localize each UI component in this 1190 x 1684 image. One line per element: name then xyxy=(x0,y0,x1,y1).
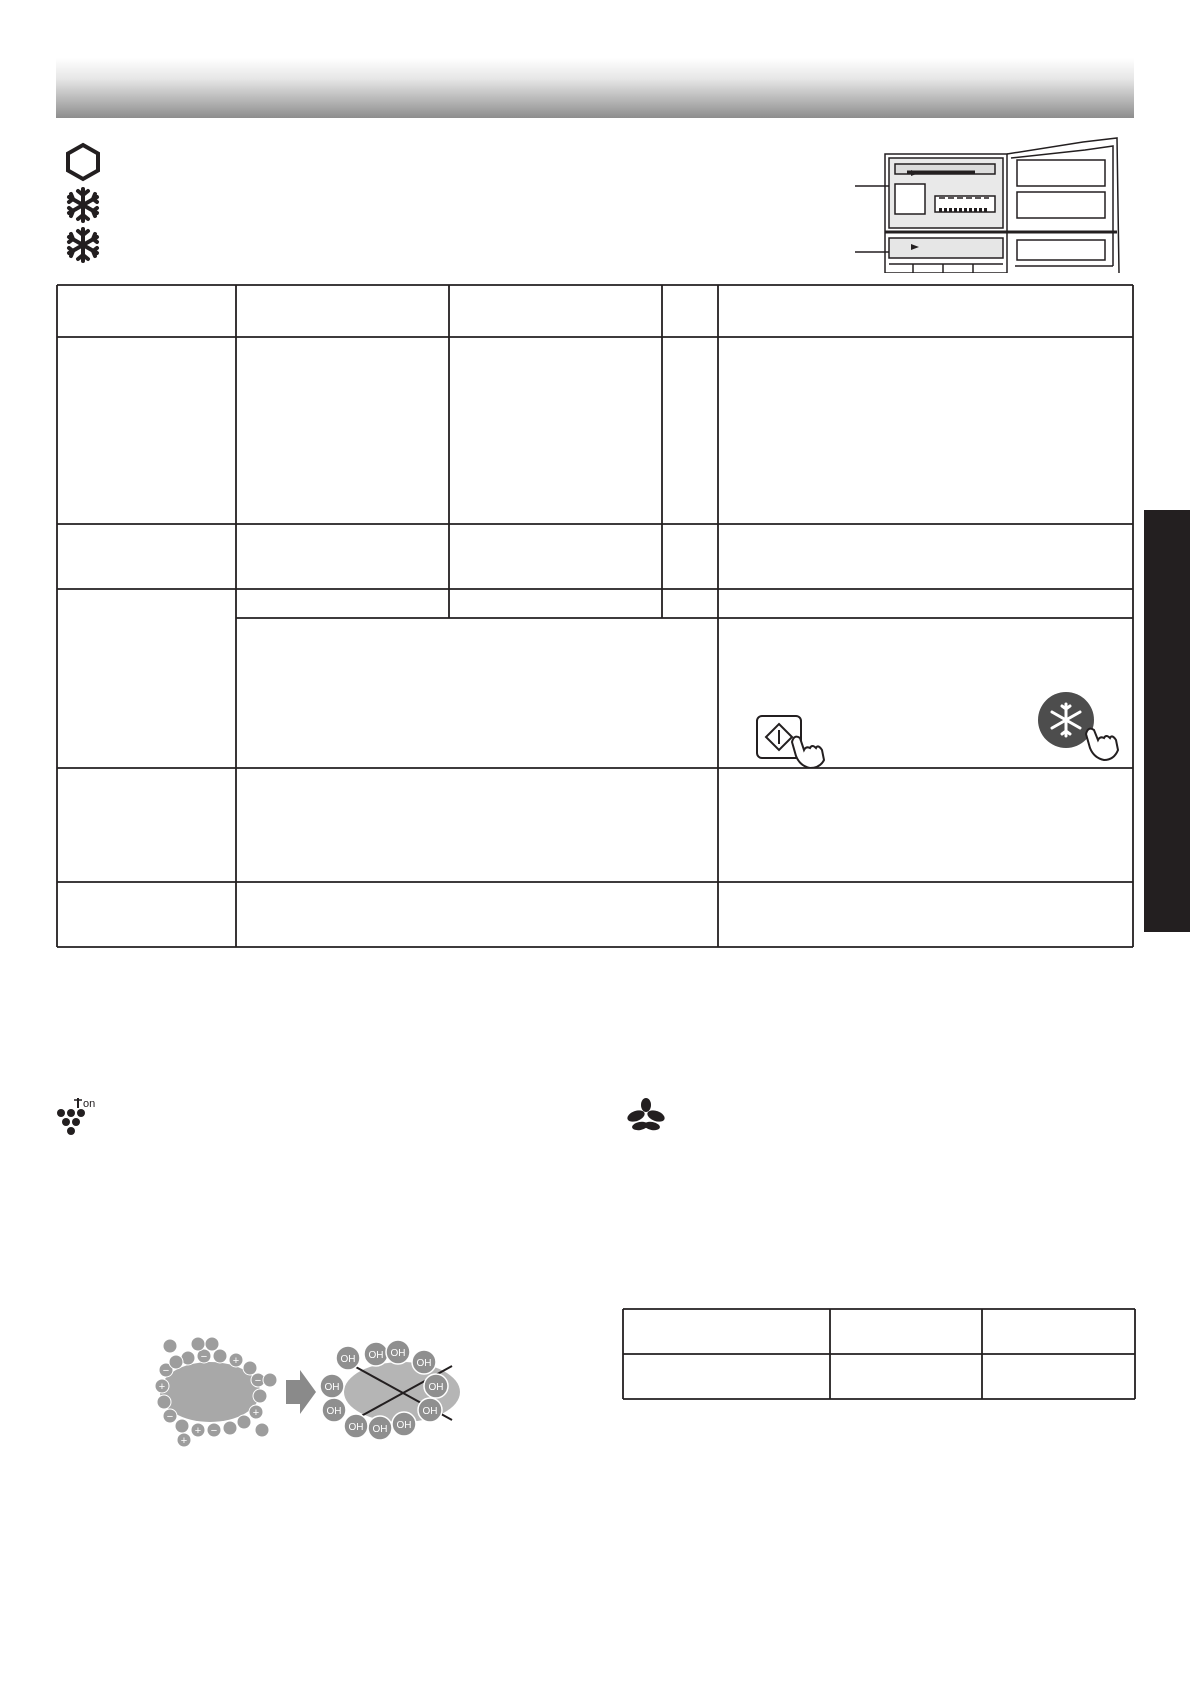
hydroxyl-label: OH xyxy=(324,1382,340,1393)
hexagon-icon xyxy=(64,142,102,182)
plus-sign: + xyxy=(252,1407,260,1419)
minus-sign: − xyxy=(162,1365,170,1377)
ion-diagram xyxy=(140,1330,490,1450)
refrigerator-illustration xyxy=(855,136,1123,273)
right-arrow-icon xyxy=(286,1370,316,1414)
minus-sign: − xyxy=(166,1411,174,1423)
hydroxyl-label: OH xyxy=(396,1420,412,1431)
hydroxyl-label: OH xyxy=(390,1348,406,1359)
fast-freeze-button-press-icon xyxy=(1036,690,1132,762)
main-table xyxy=(56,284,1134,948)
plus-sign: + xyxy=(180,1435,188,1447)
minus-sign: − xyxy=(200,1351,208,1363)
snowflake-icon xyxy=(64,186,102,224)
plus-sign: + xyxy=(232,1355,240,1367)
hydroxyl-label: OH xyxy=(372,1424,388,1435)
hydroxyl-label: OH xyxy=(326,1406,342,1417)
hydroxyl-label: OH xyxy=(348,1422,364,1433)
side-chapter-tab xyxy=(1144,510,1190,932)
plus-sign: + xyxy=(194,1425,202,1437)
leaf-icon xyxy=(626,1098,666,1132)
control-button-press-icon xyxy=(754,712,834,768)
hydroxyl-label: OH xyxy=(428,1382,444,1393)
minus-sign: − xyxy=(210,1425,218,1437)
section-header-bar xyxy=(56,58,1134,118)
snowflake-icon xyxy=(64,226,102,264)
ion-icon-text: on xyxy=(83,1098,96,1110)
hydroxyl-label: OH xyxy=(422,1406,438,1417)
plasmacluster-ion-icon xyxy=(56,1096,96,1138)
small-table xyxy=(622,1308,1136,1400)
hydroxyl-label: OH xyxy=(340,1354,356,1365)
hydroxyl-label: OH xyxy=(368,1350,384,1361)
plus-sign: + xyxy=(158,1381,166,1393)
minus-sign: − xyxy=(254,1375,262,1387)
hydroxyl-label: OH xyxy=(416,1358,432,1369)
